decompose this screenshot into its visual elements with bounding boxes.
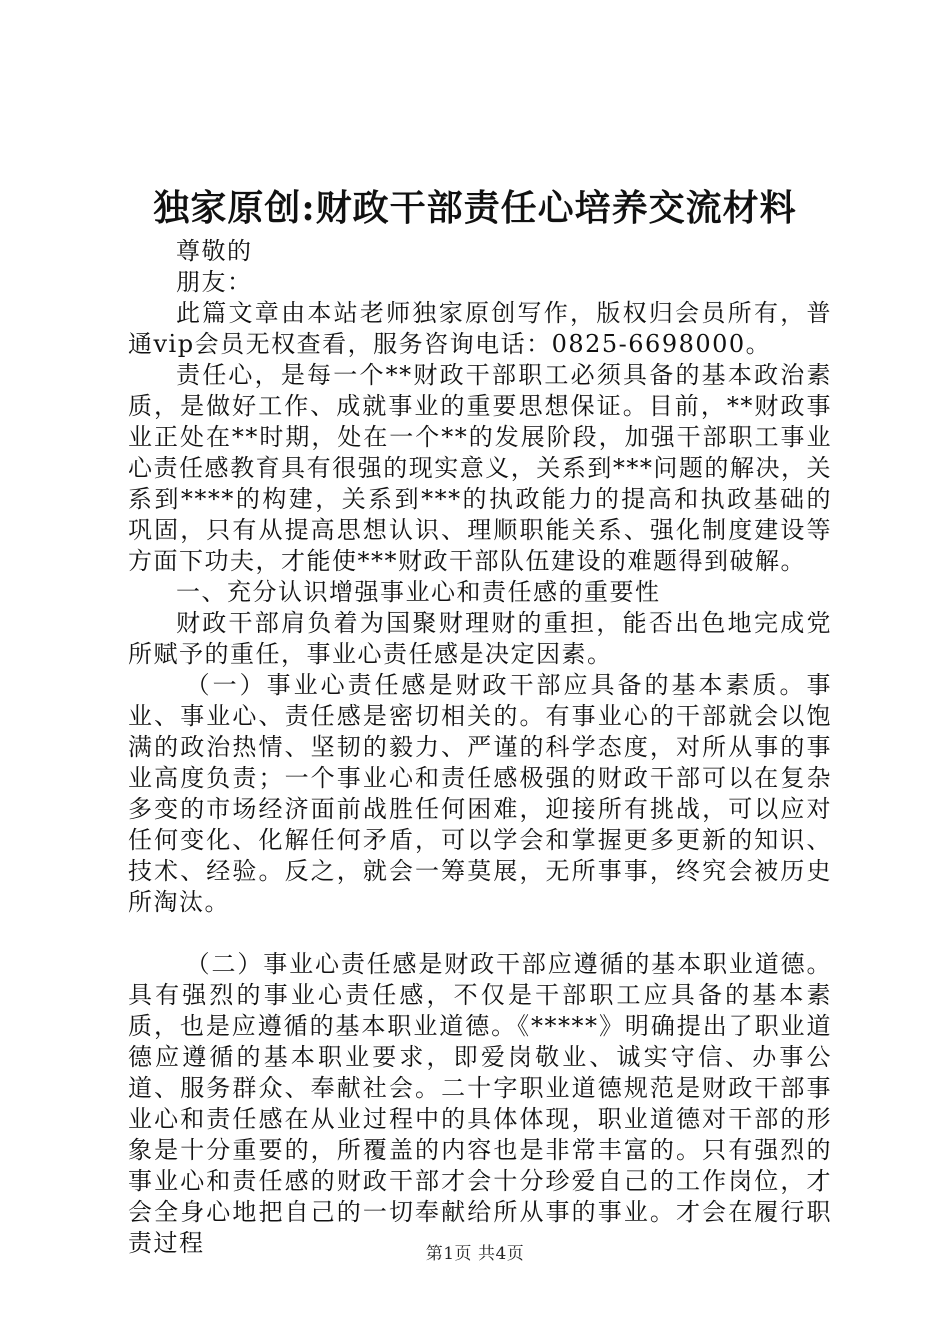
paragraph: （一）事业心责任感是财政干部应具备的基本素质。事业、事业心、责任感是密切相关的。有事业心的干部就会以饱满的政治热情、坚韧的毅力、严谨的科学态度，对所从事的事业高度负责；一个事业心和责任感极强的财政干部可以在复杂多变的市场经济面前战胜任何困难，迎接所有挑战，可以应对任何变化、化解任何矛盾，可以学会和掌握更多更新的知识、技术、经验。反之，就会一筹莫展，无所事事，终究会被历史所淘汰。 [128,671,832,916]
document-body [128,236,832,1259]
document-title: 独家原创:财政干部责任心培养交流材料 [153,187,797,229]
paragraph: 财政干部肩负着为国聚财理财的重担，能否出色地完成党所赋予的重任，事业心责任感是决定因素。 [128,609,832,668]
paragraph: 责任心，是每一个**财政干部职工必须具备的基本政治素质，是做好工作、成就事业的重要思想保证。目前，**财政事业正处在**时期，处在一个**的发展阶段，加强干部职工事业心责任感教育具有很强的现实意义，关系到***问题的解决，关系到****的构建，关系到***的执政能力的提高和执政基础的巩固，只有从提高思想认识、理顺职能关系、强化制度建设等方面下功夫，才能使***财政干部队伍建设的难题得到破解。 [128,361,832,575]
section-heading: 一、充分认识增强事业心和责任感的重要性 [176,578,661,606]
page-number: 第1页 共4页 [425,1244,525,1264]
greeting-line: 朋友： [176,268,253,296]
paragraph: 此篇文章由本站老师独家原创写作，版权归会员所有，普通vip会员无权查看，服务咨询电话：0825-6698000。 [128,299,832,358]
greeting-line: 尊敬的 [176,237,253,265]
paragraph: （二）事业心责任感是财政干部应遵循的基本职业道德。具有强烈的事业心责任感，不仅是干部职工应具备的基本素质，也是应遵循的基本职业道德。《*****》明确提出了职业道德应遵循的基本职业要求，即爱岗敬业、诚实守信、办事公道、服务群众、奉献社会。二十字职业道德规范是财政干部事业心和责任感在从业过程中的具体体现，职业道德对干部的形象是十分重要的，所覆盖的内容也是非常丰富的。只有强烈的事业心和责任感的财政干部才会十分珍爱自己的工作岗位，才会全身心地把自己的一切奉献给所从事的事业。才会在履行职责过程 [128,950,832,1257]
